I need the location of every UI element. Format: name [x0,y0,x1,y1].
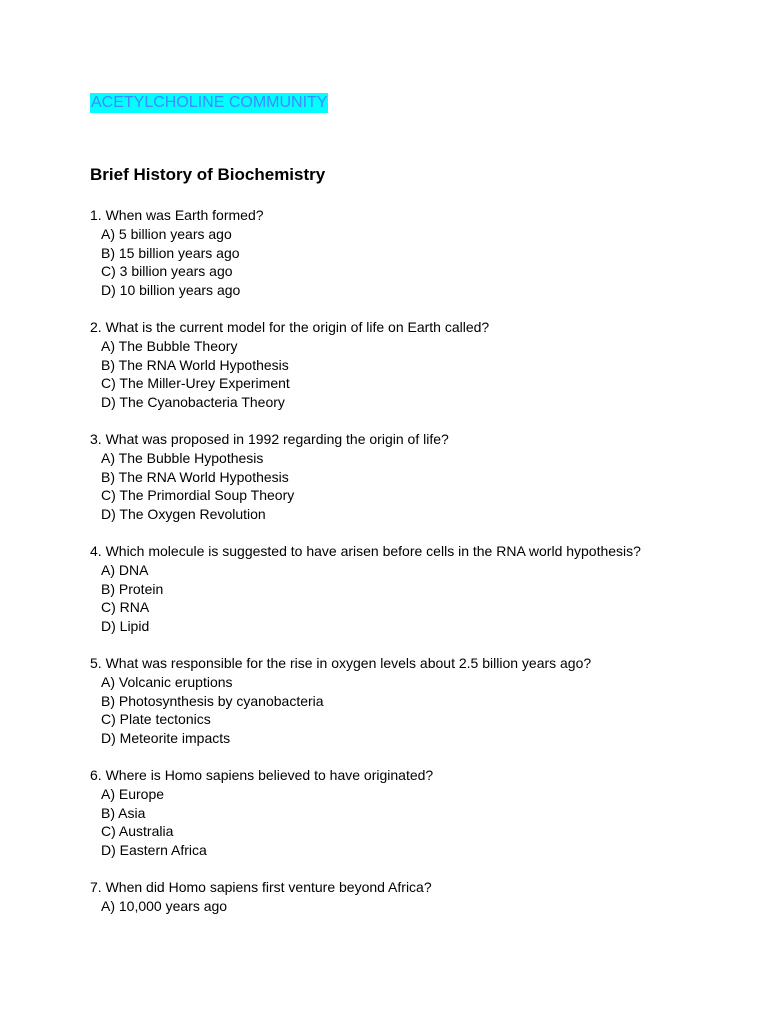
question-text: 7. When did Homo sapiens first venture beyond Africa? [90,878,432,895]
answer-option: A) Europe [101,785,165,802]
community-name-highlight: ACETYLCHOLINE COMMUNITY [91,94,328,111]
answer-option: B) Asia [101,804,146,821]
question-item [90,206,730,300]
question-text: 4. Which molecule is suggested to have arisen before cells in the RNA world hypothesis? [90,542,641,559]
answer-option: D) Meteorite impacts [101,730,231,747]
answer-option: A) DNA [101,561,149,578]
answer-option: D) Lipid [101,618,150,635]
answer-option: A) 10,000 years ago [101,897,228,914]
answer-option: A) The Bubble Theory [101,337,238,354]
answer-option: C) RNA [101,599,150,616]
question-text: 2. What is the current model for the origin of life on Earth called? [90,318,490,335]
answer-option: D) 10 billion years ago [101,282,241,299]
question-text: 6. Where is Homo sapiens believed to have originated? [90,766,434,783]
answer-option: B) The RNA World Hypothesis [101,356,289,373]
question-item [90,542,730,636]
answer-option: B) Photosynthesis by cyanobacteria [101,692,324,709]
document-title: Brief History of Biochemistry [90,165,326,184]
question-item [90,430,730,524]
question-text: 5. What was responsible for the rise in oxygen levels about 2.5 billion years ago? [90,654,592,671]
answer-option: C) The Miller-Urey Experiment [101,375,290,392]
question-list [90,206,730,934]
question-item [90,654,730,748]
answer-option: A) Volcanic eruptions [101,673,233,690]
answer-option: B) The RNA World Hypothesis [101,468,289,485]
question-item [90,878,730,916]
question-item [90,766,730,860]
answer-option: B) 15 billion years ago [101,244,240,261]
answer-option: A) The Bubble Hypothesis [101,449,264,466]
answer-option: C) Australia [101,823,174,840]
answer-option: C) 3 billion years ago [101,263,233,280]
question-item [90,318,730,412]
answer-option: D) Eastern Africa [101,842,207,859]
answer-option: C) Plate tectonics [101,711,211,728]
question-text: 3. What was proposed in 1992 regarding the origin of life? [90,430,449,447]
answer-option: C) The Primordial Soup Theory [101,487,295,504]
question-text: 1. When was Earth formed? [90,207,264,223]
answer-option: D) The Oxygen Revolution [101,506,266,523]
answer-option: A) 5 billion years ago [101,225,232,242]
answer-option: D) The Cyanobacteria Theory [101,394,285,411]
answer-option: B) Protein [101,580,164,597]
